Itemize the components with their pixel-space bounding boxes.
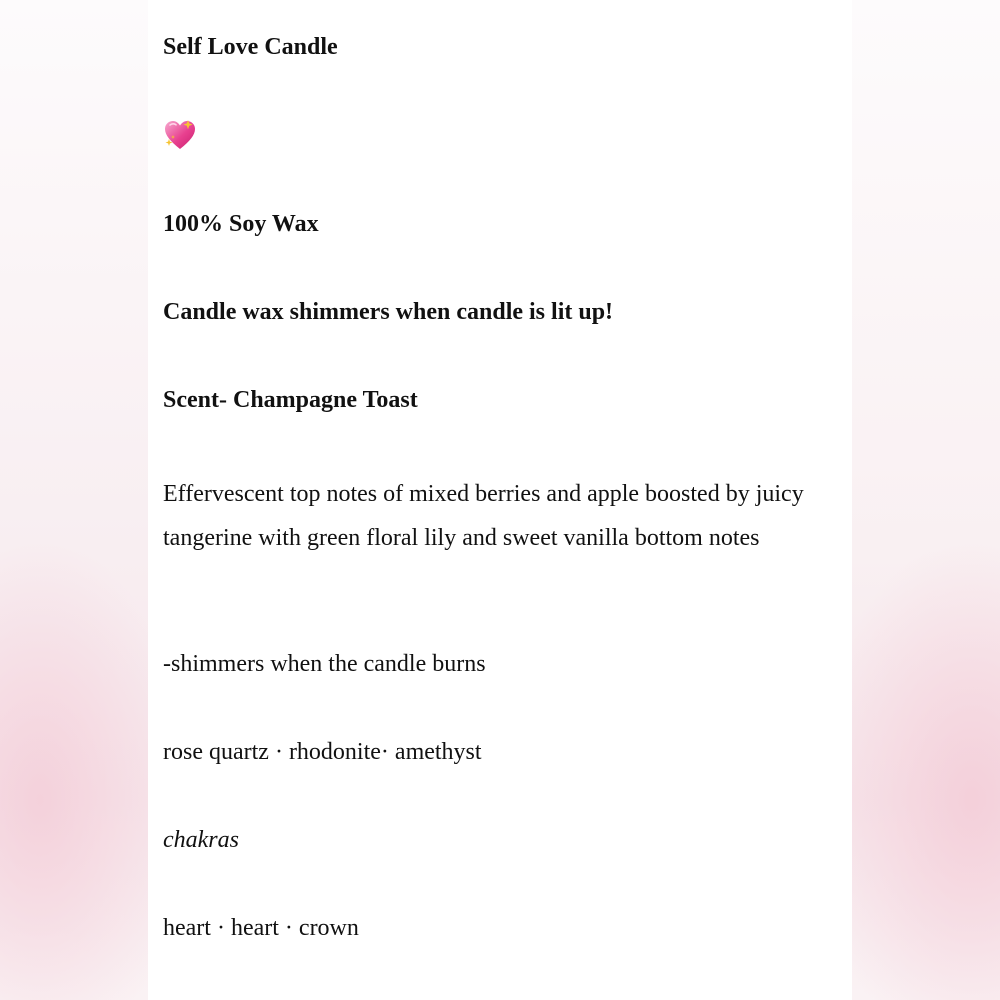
sparkling-heart-icon: [163, 118, 197, 152]
crystals-line: rose quartz · rhodonite· amethyst: [163, 739, 482, 765]
scent-description: Effervescent top notes of mixed berries and apple boosted by juicy tangerine with green floral lily and sweet vanilla bottom notes: [163, 481, 804, 551]
left-background: [0, 0, 148, 1000]
shimmer-note: Candle wax shimmers when candle is lit up!: [163, 299, 614, 325]
product-title: Self Love Candle: [163, 34, 338, 60]
material-line: 100% Soy Wax: [163, 211, 319, 237]
burn-note: -shimmers when the candle burns: [163, 651, 486, 677]
chakras-line: heart · heart · crown: [163, 915, 359, 941]
right-background: [852, 0, 1000, 1000]
scent-line: Scent- Champagne Toast: [163, 387, 418, 413]
chakras-label: chakras: [163, 827, 239, 853]
